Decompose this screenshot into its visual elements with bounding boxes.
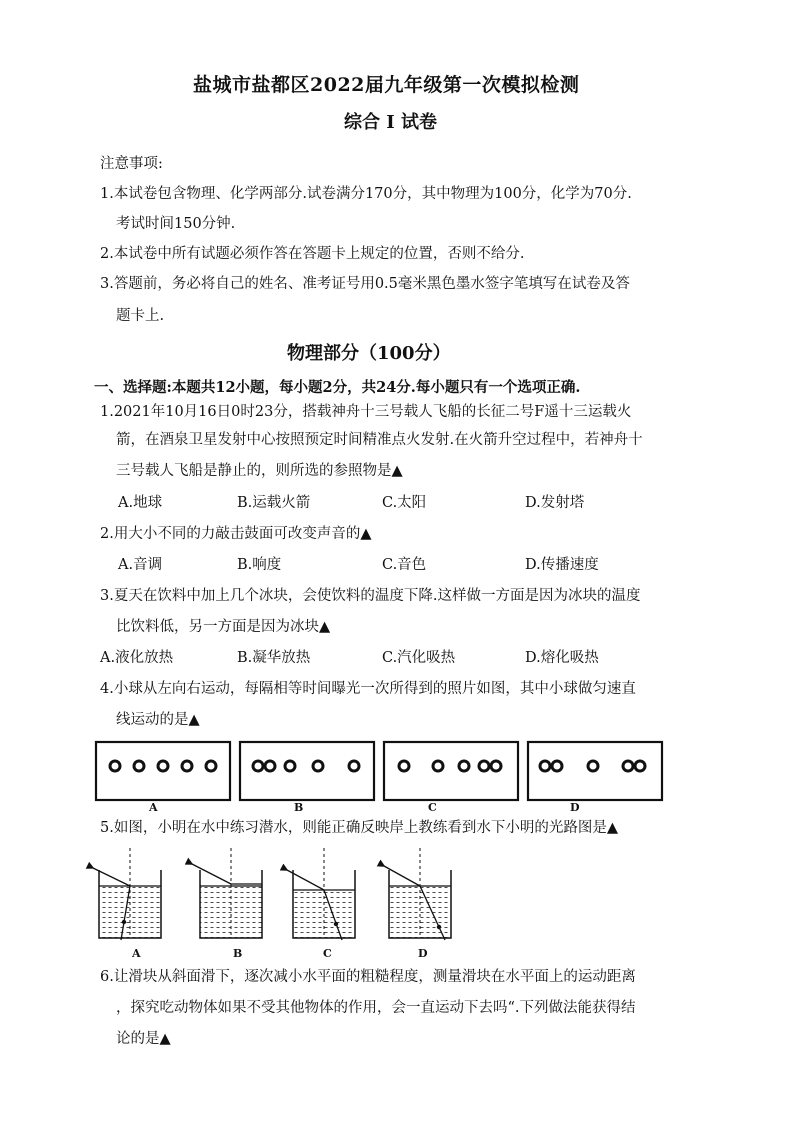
q4-ball	[540, 761, 550, 771]
q4-ball	[552, 761, 562, 771]
q2-option-a[interactable]: A.音调	[118, 557, 163, 573]
q2-option-b[interactable]: B.响度	[237, 557, 282, 573]
q4-ball	[265, 761, 275, 771]
q6-line-3: 论的是▲	[116, 1031, 171, 1047]
q4-line-2: 线运动的是▲	[116, 712, 200, 728]
q5-figure	[0, 840, 794, 960]
q4-ball	[399, 761, 409, 771]
q4-ball	[588, 761, 598, 771]
q3-line-1: 3.夏天在饮料中加上几个冰块，会使饮料的温度下降.这样做一方面是因为冰块的温度	[100, 588, 641, 604]
notice-item-1-line-1: 1.本试卷包含物理、化学两部分.试卷满分170分，其中物理为100分，化学为70分.	[100, 186, 632, 202]
q4-label-c: C	[428, 801, 437, 814]
q3-option-b[interactable]: B.凝华放热	[237, 650, 311, 666]
q4-label-d: D	[570, 801, 580, 814]
q5-label-c: C	[323, 947, 332, 960]
exam-title: 盐城市盐都区2022届九年级第一次模拟检测	[193, 74, 580, 96]
q5-diagram-d	[384, 848, 451, 940]
q4-figure	[0, 735, 794, 825]
q4-ball	[491, 761, 501, 771]
q5-label-a: A	[132, 947, 141, 960]
q5-label-b: B	[233, 947, 243, 960]
exam-subtitle: 综合 Ⅰ 试卷	[344, 112, 437, 133]
q2-option-d[interactable]: D.传播速度	[525, 557, 599, 573]
q5-diagram-c	[287, 848, 355, 940]
q5-label-d: D	[418, 947, 428, 960]
q4-ball	[253, 761, 263, 771]
q1-line-3: 三号载人飞船是静止的，则所选的参照物是▲	[116, 463, 403, 479]
q2-option-c[interactable]: C.音色	[382, 557, 427, 573]
q6-line-1: 6.让滑块从斜面滑下，逐次减小水平面的粗糙程度，测量滑块在水平面上的运动距离	[100, 969, 636, 985]
q1-option-d[interactable]: D.发射塔	[525, 495, 585, 511]
q4-ball	[285, 761, 295, 771]
notice-heading: 注意事项:	[100, 156, 163, 172]
notice-item-3-line-1: 3.答题前，务必将自己的姓名、准考证号用0.5毫米黑色墨水签字笔填写在试卷及答	[100, 276, 630, 292]
q5-diagram-b	[192, 848, 262, 938]
q2-line-1: 2.用大小不同的力敲击鼓面可改变声音的▲	[100, 526, 372, 542]
q1-option-c[interactable]: C.太阳	[382, 495, 427, 511]
q5-diagram-a	[93, 848, 161, 940]
q4-ball	[459, 761, 469, 771]
q4-ball	[433, 761, 443, 771]
q4-ball	[349, 761, 359, 771]
q4-ball	[623, 761, 633, 771]
q1-option-a[interactable]: A.地球	[118, 495, 163, 511]
q1-line-2: 箭，在酒泉卫星发射中心按照预定时间精准点火发射.在火箭升空过程中，若神舟十	[116, 432, 643, 448]
q4-label-b: B	[294, 801, 304, 814]
q4-ball	[635, 761, 645, 771]
q4-line-1: 4.小球从左向右运动，每隔相等时间曝光一次所得到的照片如图，其中小球做匀速直	[100, 681, 636, 697]
q3-option-a[interactable]: A.液化放热	[100, 650, 174, 666]
q4-ball	[479, 761, 489, 771]
q4-ball	[313, 761, 323, 771]
notice-item-3-line-2: 题卡上.	[116, 308, 165, 324]
q4-ball	[206, 761, 216, 771]
notice-item-2: 2.本试卷中所有试题必须作答在答题卡上规定的位置，否则不给分.	[100, 246, 525, 262]
notice-item-1-line-2: 考试时间150分钟.	[116, 216, 236, 232]
q5-line-1: 5.如图，小明在水中练习潜水，则能正确反映岸上教练看到水下小明的光路图是▲	[100, 820, 618, 836]
q3-option-c[interactable]: C.汽化吸热	[382, 650, 456, 666]
q4-label-a: A	[149, 801, 158, 814]
section-title: 物理部分（100分）	[287, 343, 451, 364]
q1-option-b[interactable]: B.运载火箭	[237, 495, 311, 511]
q6-line-2: ，探究吃动物体如果不受其他物体的作用，会一直运动下去吗“.下列做法能获得结	[116, 1000, 636, 1016]
part1-heading: 一、选择题:本题共12小题，每小题2分，共24分.每小题只有一个选项正确.	[94, 379, 581, 396]
q4-ball	[182, 761, 192, 771]
q4-ball	[134, 761, 144, 771]
q3-option-d[interactable]: D.熔化吸热	[525, 650, 599, 666]
q4-ball	[158, 761, 168, 771]
q1-line-1: 1.2021年10月16日0时23分，搭载神舟十三号载人飞船的长征二号F遥十三运载火	[100, 404, 632, 420]
q4-ball	[110, 761, 120, 771]
q3-line-2: 比饮料低，另一方面是因为冰块▲	[116, 619, 331, 635]
